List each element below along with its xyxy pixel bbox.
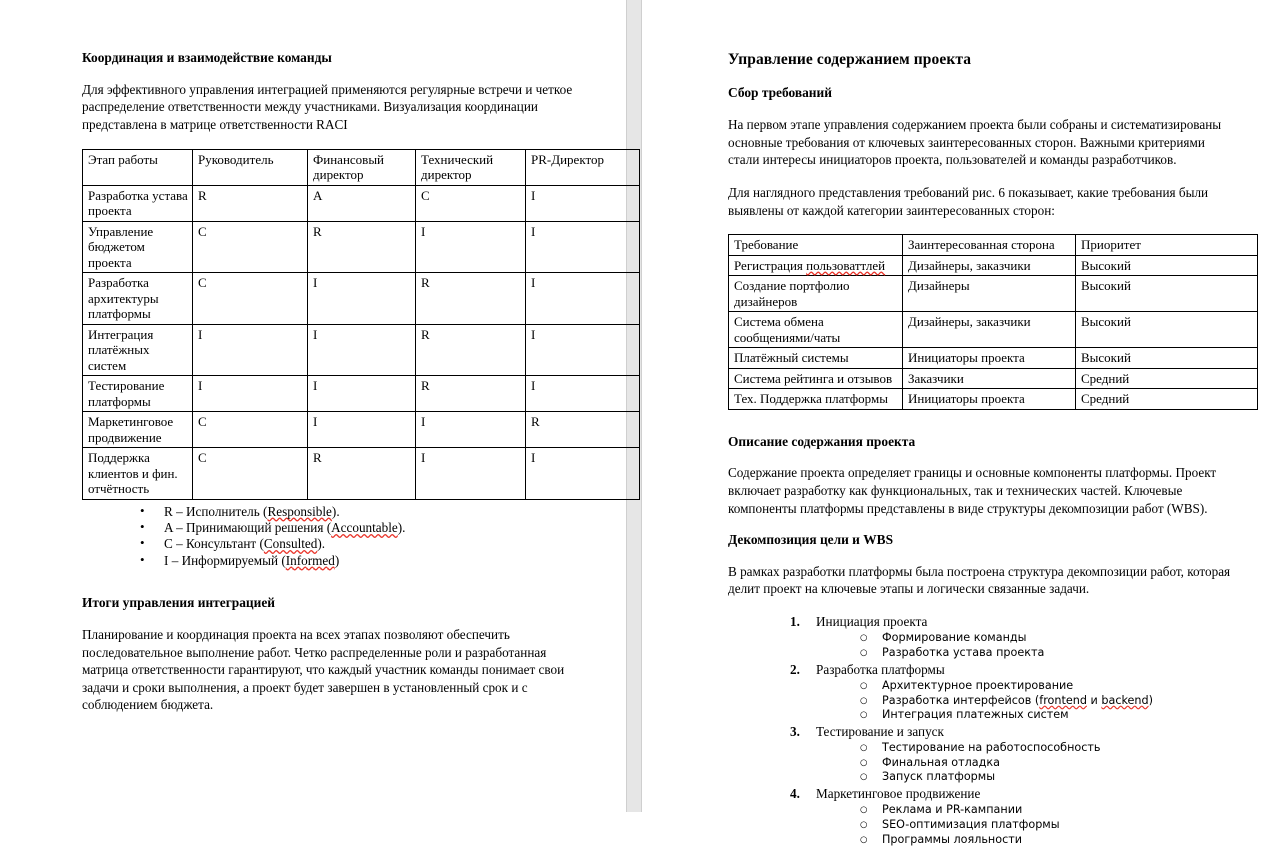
wbs-item-label: Маркетинговое продвижение	[816, 786, 981, 802]
raci-role-cell: A	[308, 185, 416, 221]
heading-requirements-gathering: Сбор требований	[728, 85, 832, 101]
heading-scope-management: Управление содержанием проекта	[728, 51, 972, 68]
wbs-sublist	[816, 679, 1234, 723]
paragraph-requirements-2: Для наглядного представления требований рис. 6 показывает, какие требования были выявлены от каждой категории заинтересованных сторон:	[728, 184, 1209, 218]
requirement-cell: Платёжный системы	[729, 348, 903, 369]
wbs-sub-item: ○ Реклама и PR-кампании	[860, 803, 1234, 818]
wbs-item-label: Инициация проекта	[816, 614, 928, 630]
raci-role-cell: I	[308, 324, 416, 376]
raci-header-cell: Этап работы	[83, 149, 193, 185]
table-row	[729, 368, 1258, 389]
raci-role-cell: I	[308, 412, 416, 448]
priority-cell: Средний	[1076, 389, 1258, 410]
wbs-item-label: Разработка платформы	[816, 661, 945, 677]
requirements-table-body	[729, 235, 1258, 410]
raci-stage-cell: Интеграция платёжных систем	[83, 324, 193, 376]
raci-role-cell: R	[308, 221, 416, 273]
requirements-header-row	[729, 235, 1258, 256]
raci-role-cell: R	[416, 376, 526, 412]
raci-role-cell: C	[416, 185, 526, 221]
raci-stage-cell: Разработка архитектуры платформы	[83, 273, 193, 325]
priority-cell: Высокий	[1076, 312, 1258, 348]
raci-role-cell: I	[193, 324, 308, 376]
spellcheck-misspelled-word: пользоваттлей	[806, 257, 886, 273]
spellcheck-misspelled-word: frontend	[1039, 693, 1087, 707]
paragraph-coordination: Для эффективного управления интеграцией применяются регулярные встречи и четкое распределение ответственности между участниками. Визуализация координации представлена в матрице ответственности RACI	[82, 81, 573, 132]
wbs-top-level-item	[790, 661, 1234, 723]
paragraph-requirements-1: На первом этапе управления содержанием проекта были собраны и систематизированы основные требования от ключевых заинтересованных сторон. Важными критериями стали интересы инициаторов проекта, пользователей и команды разработчиков.	[728, 117, 1222, 168]
raci-role-cell: I	[416, 221, 526, 273]
raci-header-cell: Технический директор	[416, 149, 526, 185]
table-row	[83, 324, 640, 376]
raci-legend-list	[82, 504, 590, 570]
spellcheck-misspelled-word: Responsible	[267, 503, 332, 519]
raci-role-cell: R	[193, 185, 308, 221]
raci-stage-cell: Управление бюджетом проекта	[83, 221, 193, 273]
table-row	[729, 312, 1258, 348]
raci-stage-cell: Маркетинговое продвижение	[83, 412, 193, 448]
raci-table-body	[83, 149, 640, 499]
raci-role-cell: C	[193, 412, 308, 448]
table-row	[83, 448, 640, 500]
table-row	[83, 273, 640, 325]
stakeholder-cell: Инициаторы проекта	[903, 348, 1076, 369]
raci-role-cell: I	[308, 273, 416, 325]
raci-header-cell: Финансовый директор	[308, 149, 416, 185]
list-item: • I – Информируемый (Informed)	[140, 553, 590, 569]
wbs-sub-item: ○ Тестирование на работоспособность	[860, 741, 1234, 756]
stakeholder-cell: Дизайнеры	[903, 276, 1076, 312]
heading-integration-results: Итоги управления интеграцией	[82, 595, 276, 611]
raci-role-cell: R	[308, 448, 416, 500]
raci-stage-cell: Разработка устава проекта	[83, 185, 193, 221]
wbs-sub-item: ○ Программы лояльности	[860, 833, 1234, 848]
wbs-list	[728, 613, 1234, 847]
raci-role-cell: I	[526, 324, 640, 376]
raci-header-cell: Руководитель	[193, 149, 308, 185]
wbs-top-level-item	[790, 613, 1234, 661]
paragraph-scope-description: Содержание проекта определяет границы и основные компоненты платформы. Проект включает разработку как функциональных, так и технических частей. Ключевые компоненты платформы представлены в виде структуры декомпозиции работ (WBS).	[728, 465, 1217, 516]
list-item: • A – Принимающий решения (Accountable).	[140, 520, 590, 536]
stakeholder-cell: Заказчики	[903, 368, 1076, 389]
spellcheck-misspelled-word: Informed	[285, 552, 335, 568]
wbs-top-level-item	[790, 723, 1234, 785]
wbs-sub-item: ○ Архитектурное проектирование	[860, 679, 1234, 694]
raci-role-cell: I	[416, 448, 526, 500]
requirement-cell: Регистрация пользоваттлей	[729, 255, 903, 276]
table-row	[83, 185, 640, 221]
wbs-item-label: Тестирование и запуск	[816, 723, 944, 739]
priority-cell: Высокий	[1076, 348, 1258, 369]
list-item: • C – Консультант (Consulted).	[140, 536, 590, 552]
raci-header-cell: PR-Директор	[526, 149, 640, 185]
raci-header-row	[83, 149, 640, 185]
raci-role-cell: R	[416, 324, 526, 376]
raci-role-cell: I	[526, 376, 640, 412]
priority-cell: Средний	[1076, 368, 1258, 389]
wbs-sublist	[816, 803, 1234, 847]
heading-wbs-decomposition: Декомпозиция цели и WBS	[728, 532, 894, 548]
table-row	[729, 255, 1258, 276]
priority-cell: Высокий	[1076, 276, 1258, 312]
document-page-right	[642, 0, 1266, 846]
stakeholder-cell: Дизайнеры, заказчики	[903, 255, 1076, 276]
requirements-header-cell: Требование	[729, 235, 903, 256]
heading-coordination: Координация и взаимодействие команды	[82, 50, 332, 65]
priority-cell: Высокий	[1076, 255, 1258, 276]
requirement-cell: Создание портфолио дизайнеров	[729, 276, 903, 312]
table-row	[729, 389, 1258, 410]
raci-role-cell: C	[193, 273, 308, 325]
wbs-sub-item: ○ SEO-оптимизация платформы	[860, 818, 1234, 833]
paragraph-integration-results: Планирование и координация проекта на всех этапах позволяют обеспечить последовательное выполнение работ. Четко распределенные роли и разработанная матрица ответственности гарантируют, что каждый участник команды понимает свои задачи и сроки выполнения, а проект будет завершен в установленный срок и с соблюдением бюджета.	[82, 626, 565, 713]
raci-role-cell: I	[526, 221, 640, 273]
raci-role-cell: I	[526, 273, 640, 325]
spellcheck-misspelled-word: Accountable	[331, 519, 398, 535]
raci-role-cell: I	[416, 412, 526, 448]
requirements-header-cell: Приоритет	[1076, 235, 1258, 256]
raci-role-cell: C	[193, 221, 308, 273]
wbs-sub-item: ○ Интеграция платежных систем	[860, 708, 1234, 723]
raci-responsibility-table	[82, 149, 640, 500]
document-page-left	[0, 0, 626, 812]
raci-stage-cell: Поддержка клиентов и фин. отчётность	[83, 448, 193, 500]
requirements-table	[728, 234, 1258, 410]
wbs-sublist	[816, 741, 1234, 785]
wbs-sublist	[816, 631, 1234, 660]
wbs-sub-item: ○ Формирование команды	[860, 631, 1234, 646]
stakeholder-cell: Дизайнеры, заказчики	[903, 312, 1076, 348]
wbs-sub-item: ○ Запуск платформы	[860, 770, 1234, 785]
requirements-header-cell: Заинтересованная сторона	[903, 235, 1076, 256]
spellcheck-misspelled-word: Consulted	[263, 536, 318, 552]
raci-role-cell: I	[193, 376, 308, 412]
page-left-content	[82, 50, 604, 714]
requirement-cell: Тех. Поддержка платформы	[729, 389, 903, 410]
table-row	[729, 348, 1258, 369]
table-row	[729, 276, 1258, 312]
requirement-cell: Система рейтинга и отзывов	[729, 368, 903, 389]
wbs-sub-item: ○ Разработка устава проекта	[860, 646, 1234, 661]
raci-role-cell: I	[308, 376, 416, 412]
raci-role-cell: R	[416, 273, 526, 325]
wbs-top-level-item	[790, 785, 1234, 847]
raci-role-cell: C	[193, 448, 308, 500]
table-row	[83, 376, 640, 412]
wbs-sub-item: ○ Разработка интерфейсов (frontend и backend)	[860, 694, 1234, 709]
raci-stage-cell: Тестирование платформы	[83, 376, 193, 412]
wbs-sub-item: ○ Финальная отладка	[860, 756, 1234, 771]
raci-role-cell: I	[526, 448, 640, 500]
table-row	[83, 412, 640, 448]
paragraph-wbs: В рамках разработки платформы была построена структура декомпозиции работ, которая делит проект на ключевые этапы и логически связанные задачи.	[728, 563, 1231, 597]
raci-role-cell: I	[526, 185, 640, 221]
list-item: • R – Исполнитель (Responsible).	[140, 504, 590, 520]
heading-scope-description: Описание содержания проекта	[728, 433, 916, 449]
spellcheck-misspelled-word: backend	[1101, 693, 1149, 707]
stakeholder-cell: Инициаторы проекта	[903, 389, 1076, 410]
page-right-content	[728, 50, 1234, 847]
raci-role-cell: R	[526, 412, 640, 448]
table-row	[83, 221, 640, 273]
requirement-cell: Система обмена сообщениями/чаты	[729, 312, 903, 348]
